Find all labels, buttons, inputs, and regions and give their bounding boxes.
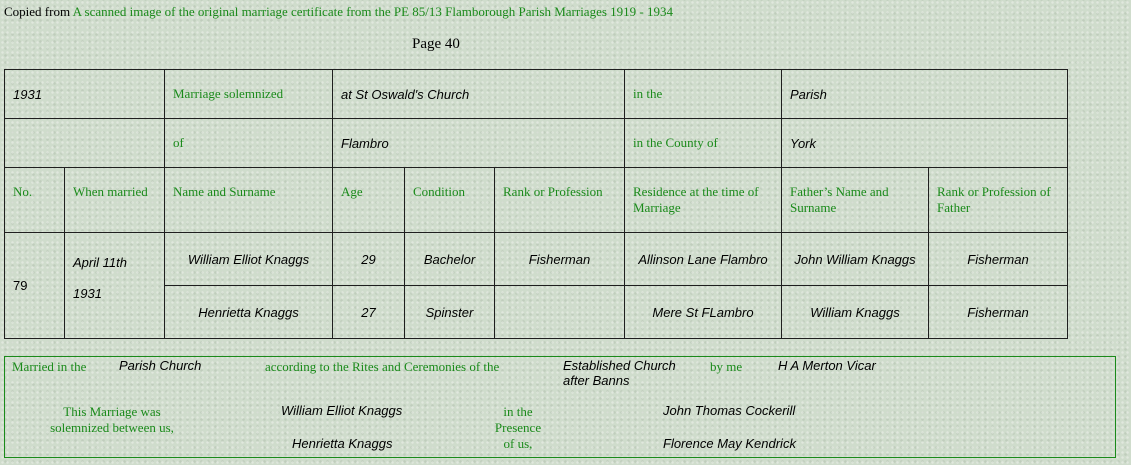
source-note <box>4 4 673 20</box>
col-residence: Residence at the time of Marriage <box>625 168 782 233</box>
bride-rank <box>495 286 625 339</box>
groom-condition: Bachelor <box>405 233 495 286</box>
bride-father-rank: Fisherman <box>929 286 1068 339</box>
presence-line-3: of us, <box>503 436 533 451</box>
county-name: York <box>782 119 1068 168</box>
presence-line-1: in the <box>503 404 533 419</box>
bride-row <box>5 286 1068 339</box>
bride-condition: Spinster <box>405 286 495 339</box>
col-father-rank: Rank or Profession of Father <box>929 168 1068 233</box>
banns-note: after Banns <box>563 373 630 388</box>
col-when-married: When married <box>65 168 165 233</box>
solemnized-line-1: This Marriage was <box>63 404 161 419</box>
bride-residence: Mere St FLambro <box>625 286 782 339</box>
witness-1: John Thomas Cockerill <box>663 403 796 418</box>
county-label: in the County of <box>625 119 782 168</box>
header-blank-cell <box>5 119 165 168</box>
in-the-label: in the <box>625 70 782 119</box>
marriage-solemnized-label: Marriage solemnized <box>165 70 333 119</box>
married-in-label: Married in the <box>12 359 87 374</box>
header-row-2 <box>5 119 1068 168</box>
col-condition: Condition <box>405 168 495 233</box>
by-me-label: by me <box>710 359 743 374</box>
venue: Parish Church <box>119 358 202 373</box>
solemnized-between-label <box>45 404 179 436</box>
denomination: Established Church <box>563 358 676 373</box>
groom-name: William Elliot Knaggs <box>165 233 333 286</box>
bride-father-name: William Knaggs <box>782 286 929 339</box>
marriage-date-day: April 11th <box>73 255 127 270</box>
marriage-register-table <box>4 69 1068 339</box>
party-bride: Henrietta Knaggs <box>292 436 393 451</box>
rites-label: according to the Rites and Ceremonies of the <box>265 359 500 374</box>
source-link[interactable]: A scanned image of the original marriage certificate from the PE 85/13 Flamborough Parish Marriages 1919 - 1934 <box>72 4 673 19</box>
col-age: Age <box>333 168 405 233</box>
church-name: at St Oswald's Church <box>333 70 625 119</box>
party-groom: William Elliot Knaggs <box>281 403 403 418</box>
marriage-date-year: 1931 <box>73 286 102 301</box>
page-number: Page 40 <box>412 36 460 52</box>
entry-number: 79 <box>5 233 65 339</box>
marriage-date <box>65 233 165 339</box>
place-name: Flambro <box>333 119 625 168</box>
col-rank: Rank or Profession <box>495 168 625 233</box>
groom-age: 29 <box>333 233 405 286</box>
solemnization-box <box>4 356 1116 458</box>
bride-age: 27 <box>333 286 405 339</box>
header-row-1 <box>5 70 1068 119</box>
groom-rank: Fisherman <box>495 233 625 286</box>
bride-name: Henrietta Knaggs <box>165 286 333 339</box>
presence-line-2: Presence <box>494 420 542 435</box>
of-label: of <box>165 119 333 168</box>
groom-residence: Allinson Lane Flambro <box>625 233 782 286</box>
solemnized-line-2: solemnized between us, <box>50 420 174 435</box>
groom-row <box>5 233 1068 286</box>
column-header-row <box>5 168 1068 233</box>
parish-label: Parish <box>782 70 1068 119</box>
presence-label <box>483 404 553 452</box>
col-name: Name and Surname <box>165 168 333 233</box>
groom-father-name: John William Knaggs <box>782 233 929 286</box>
witness-2: Florence May Kendrick <box>663 436 796 451</box>
col-no: No. <box>5 168 65 233</box>
source-prefix: Copied from <box>4 4 71 19</box>
groom-father-rank: Fisherman <box>929 233 1068 286</box>
register-year: 1931 <box>5 70 165 119</box>
col-father-name: Father’s Name and Surname <box>782 168 929 233</box>
officiant: H A Merton Vicar <box>778 358 876 373</box>
